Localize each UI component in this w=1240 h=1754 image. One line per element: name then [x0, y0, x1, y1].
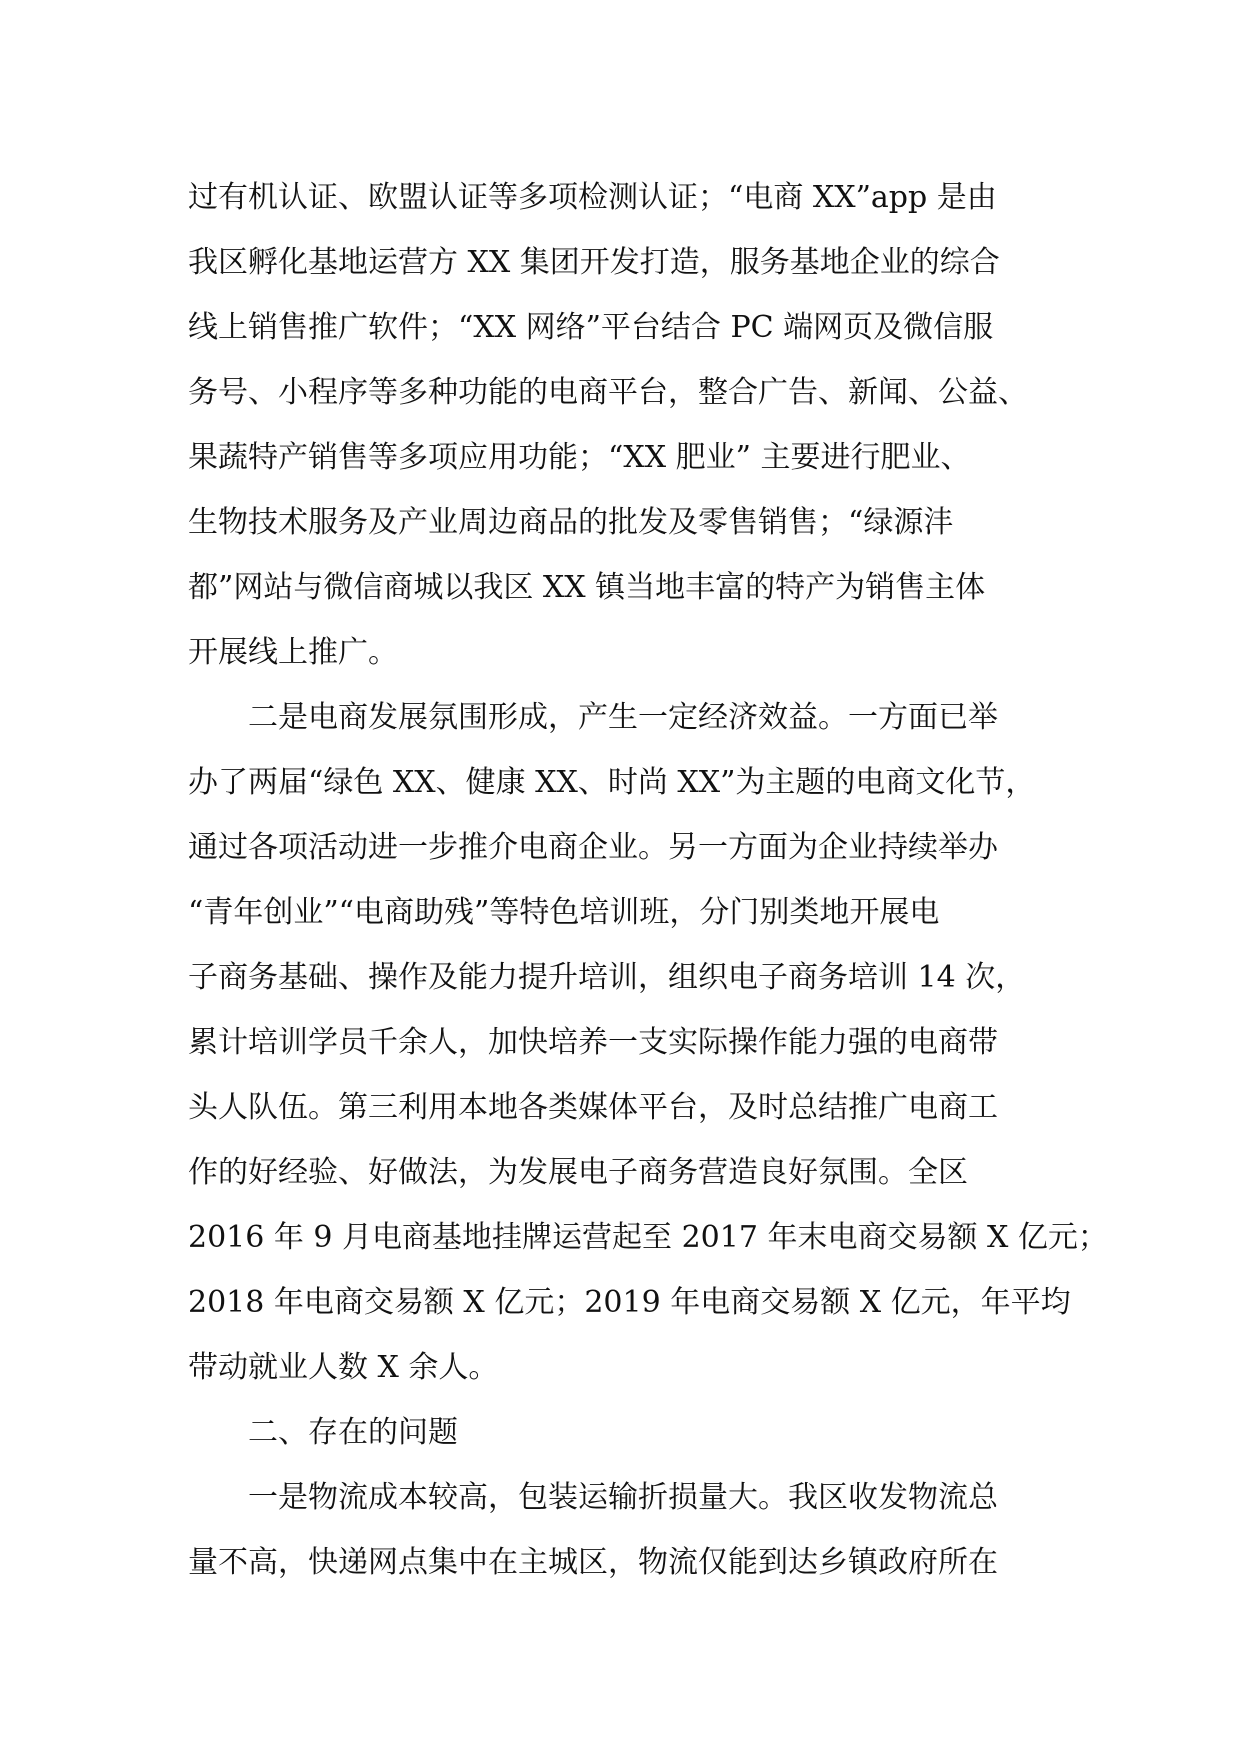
text-line: 2016 年 9 月电商基地挂牌运营起至 2017 年末电商交易额 X 亿元； — [188, 1220, 1108, 1255]
paragraph-start-line: 一是物流成本较高，包装运输折损量大。我区收发物流总 — [248, 1480, 998, 1515]
text-line: 通过各项活动进一步推介电商企业。另一方面为企业持续举办 — [188, 830, 998, 865]
text-line: 线上销售推广软件；“XX 网络”平台结合 PC 端网页及微信服 — [188, 310, 994, 345]
text-line: 果蔬特产销售等多项应用功能；“XX 肥业” 主要进行肥业、 — [188, 440, 971, 475]
body-text — [188, 165, 1108, 1595]
text-line: 办了两届“绿色 XX、健康 XX、时尚 XX”为主题的电商文化节， — [188, 765, 1036, 800]
text-line: 2018 年电商交易额 X 亿元；2019 年电商交易额 X 亿元，年平均 — [188, 1285, 1071, 1320]
text-line: 量不高，快递网点集中在主城区，物流仅能到达乡镇政府所在 — [188, 1545, 998, 1580]
text-line: 头人队伍。第三利用本地各类媒体平台，及时总结推广电商工 — [188, 1090, 998, 1125]
text-line: 累计培训学员千余人，加快培养一支实际操作能力强的电商带 — [188, 1025, 998, 1060]
text-line: “青年创业”“电商助残”等特色培训班，分门别类地开展电 — [188, 895, 940, 930]
text-line: 子商务基础、操作及能力提升培训，组织电子商务培训 14 次， — [188, 960, 1026, 995]
text-line: 我区孵化基地运营方 XX 集团开发打造，服务基地企业的综合 — [188, 245, 1000, 280]
text-line: 生物技术服务及产业周边商品的批发及零售销售；“绿源沣 — [188, 505, 954, 540]
text-line: 开展线上推广。 — [188, 635, 398, 670]
text-line: 作的好经验、好做法，为发展电子商务营造良好氛围。全区 — [188, 1155, 968, 1190]
text-line: 过有机认证、欧盟认证等多项检测认证；“电商 XX”app 是由 — [188, 180, 997, 215]
text-line: 带动就业人数 X 余人。 — [188, 1350, 499, 1385]
text-line: 务号、小程序等多种功能的电商平台，整合广告、新闻、公益、 — [188, 375, 1028, 410]
section-heading: 二、存在的问题 — [248, 1415, 458, 1450]
text-line: 都”网站与微信商城以我区 XX 镇当地丰富的特产为销售主体 — [188, 570, 986, 605]
paragraph-start-line: 二是电商发展氛围形成，产生一定经济效益。一方面已举 — [248, 700, 998, 735]
